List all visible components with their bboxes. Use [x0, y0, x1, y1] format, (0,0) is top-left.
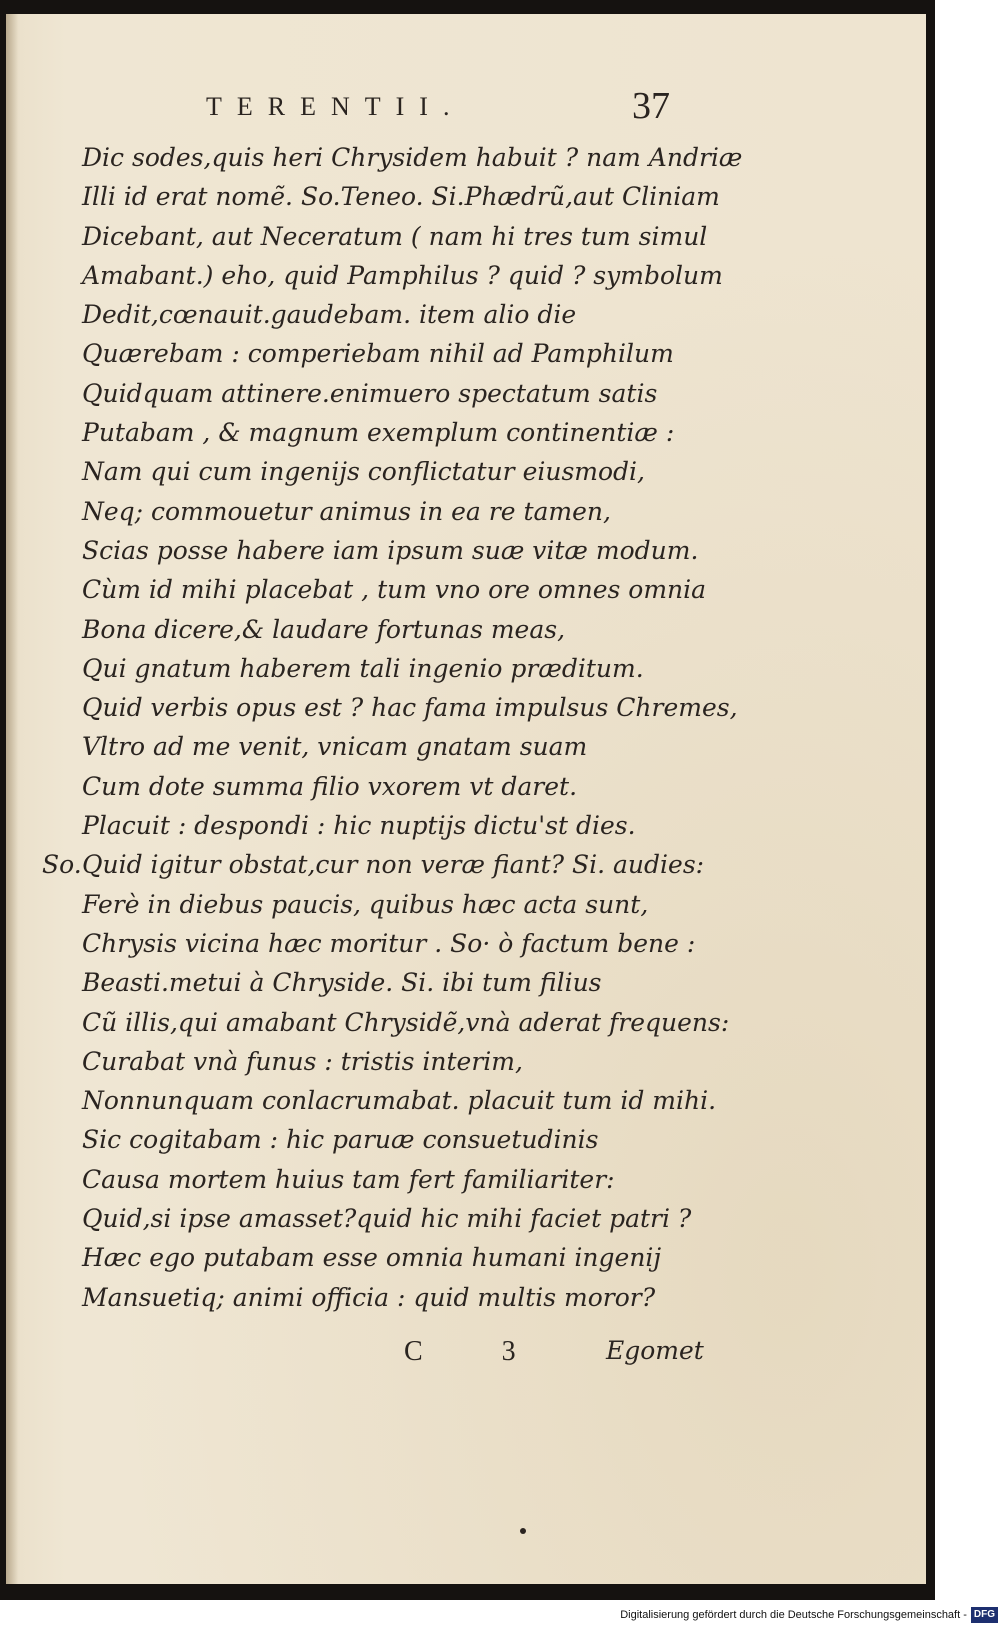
verse-line-text: Putabam , & magnum exemplum continentiæ : [82, 418, 675, 448]
speaker-label: So. [42, 850, 82, 880]
verse-line-text: Bona dicere,& laudare fortunas meas, [82, 614, 566, 644]
verse-line-text: Amabant.) eho, quid Pamphilus ? quid ? symbolum [82, 260, 723, 290]
verse-line [82, 177, 722, 216]
verse-line [82, 963, 722, 1002]
verse-line-text: Dicebant, aut Neceratum ( nam hi tres tum simul [82, 221, 708, 251]
verse-line-text: Quidquam attinere.enimuero spectatum satis [82, 378, 658, 408]
verse-line [82, 688, 738, 727]
verse-line-text: Hæc ego putabam esse omnia humani ingenij [82, 1243, 662, 1273]
ink-speck [520, 1528, 526, 1534]
verse-line [82, 610, 722, 649]
verse-line [82, 295, 722, 334]
verse-line-text: Nonnunquam conlacrumabat. placuit tum id mihi. [82, 1086, 717, 1116]
verse-line-text: Scias posse habere iam ipsum suæ vitæ modum. [82, 535, 699, 565]
verse-line [82, 1278, 722, 1317]
verse-line-text: Placuit : despondi : hic nuptijs dictu'st dies. [82, 811, 636, 841]
verse-line-text: Cum dote summa filio vxorem vt daret. [82, 771, 578, 801]
verse-line-text: Quærebam : comperiebam nihil ad Pamphilum [82, 339, 674, 369]
verse-line [82, 492, 722, 531]
verse-line [82, 1160, 722, 1199]
verse-line-text: Qui gnatum haberem tali ingenio præditum. [82, 653, 644, 683]
verse-line-text: Cùm id mihi placebat , tum vno ore omnes omnia [82, 575, 707, 605]
verse-line-text: Nam qui cum ingenijs conflictatur eiusmodi, [82, 457, 646, 487]
gutter-shadow [6, 14, 18, 1584]
verse-line-text: Ferè in diebus paucis, quibus hæc acta sunt, [82, 889, 649, 919]
verse-line-text: Quid igitur obstat,cur non veræ fiant? Si. audies: [82, 850, 705, 880]
verse-text-block [42, 138, 743, 1317]
verse-line [82, 1199, 722, 1238]
verse-line [82, 806, 722, 845]
verse-line-text: Mansuetiq; animi officia : quid multis moror? [82, 1282, 656, 1312]
digitization-footer [620, 1604, 1000, 1625]
verse-line [82, 374, 722, 413]
verse-line [82, 334, 722, 373]
verse-line-text: Causa mortem huius tam fert familiariter: [82, 1164, 615, 1194]
verse-line [82, 1081, 722, 1120]
verse-line [82, 217, 722, 256]
verse-line-text: Vltro ad me venit, vnicam gnatam suam [82, 732, 588, 762]
verse-line-text: Dedit,cœnauit.gaudebam. item alio die [82, 300, 577, 330]
page-number: 37 [632, 85, 670, 127]
verse-line [82, 767, 722, 806]
verse-line [82, 256, 722, 295]
verse-line-text: Quid verbis opus est ? hac fama impulsus Chremes, [82, 693, 738, 723]
verse-line-text: Dic sodes,quis heri Chrysidem habuit ? nam Andriæ [82, 143, 743, 172]
verse-line [82, 1238, 722, 1277]
verse-line [82, 727, 722, 766]
verse-line [82, 452, 722, 491]
verse-line-text: Curabat vnà funus : tristis interim, [82, 1046, 523, 1076]
verse-line [82, 138, 743, 177]
signature-mark: C 3 [404, 1336, 552, 1367]
verse-line-text: Illi id erat nomẽ. So.Teneo. Si.Phædrũ,aut Cliniam [82, 182, 720, 212]
verse-line [82, 531, 722, 570]
funding-credit: Digitalisierung gefördert durch die Deutsche Forschungsgemeinschaft - [620, 1608, 967, 1621]
running-head: TERENTII. [206, 92, 465, 121]
verse-line-text: Cũ illis,qui amabant Chrysidẽ,vnà aderat frequens: [82, 1007, 730, 1037]
catchword: Egomet [606, 1336, 704, 1365]
verse-line [82, 924, 722, 963]
verse-line [82, 1042, 722, 1081]
verse-line [42, 845, 722, 884]
book-page [6, 14, 926, 1584]
verse-line-text: Quid,si ipse amasset?quid hic mihi faciet patri ? [82, 1204, 692, 1234]
verse-line-text: Neq; commouetur animus in ea re tamen, [82, 496, 611, 526]
verse-line [82, 649, 722, 688]
dfg-logo: DFG [971, 1607, 998, 1623]
verse-line-text: Chrysis vicina hæc moritur . So· ò factum bene : [82, 928, 696, 958]
verse-line [82, 885, 722, 924]
verse-line [82, 1003, 730, 1042]
verse-line-text: Sic cogitabam : hic paruæ consuetudinis [82, 1125, 599, 1155]
verse-line [82, 570, 722, 609]
verse-line [82, 413, 722, 452]
verse-line-text: Beasti.metui à Chryside. Si. ibi tum filius [82, 968, 602, 998]
verse-line [82, 1120, 722, 1159]
